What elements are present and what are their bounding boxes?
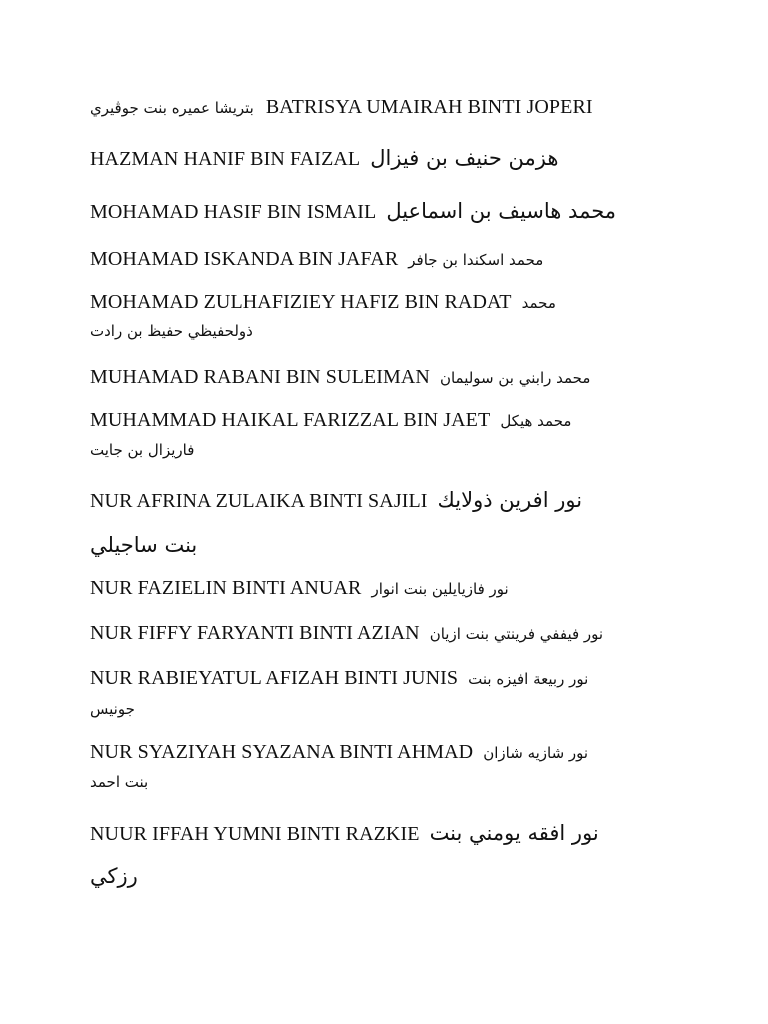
name-entry: [90, 819, 599, 847]
jawi-name: محمد رابني بن سوليمان: [439, 369, 591, 387]
jawi-name: هزمن حنيف بن فيزال: [370, 146, 559, 170]
jawi-name: محمد: [521, 294, 556, 312]
jawi-name: محمد هيكل: [500, 412, 572, 430]
name-entry: [90, 664, 588, 692]
jawi-name: محمد اسكندا بن جافر: [408, 251, 544, 269]
latin-name: MOHAMAD ISKANDA BIN JAFAR: [90, 248, 399, 270]
jawi-name-continued: بنت ساجيلي: [90, 533, 198, 557]
jawi-name: محمد هاسيف بن اسماعيل: [386, 199, 617, 223]
name-entry: [90, 406, 571, 434]
name-entry-continued: [90, 862, 138, 890]
latin-name: NUR FIFFY FARYANTI BINTI AZIAN: [90, 622, 420, 644]
jawi-name: نور فازيايلين بنت انوار: [371, 580, 509, 598]
jawi-name: نور افقه يومني بنت: [429, 821, 599, 845]
name-entry: [90, 363, 590, 391]
latin-name: HAZMAN HANIF BIN FAIZAL: [90, 148, 361, 170]
latin-name: BATRISYA UMAIRAH BINTI JOPERI: [265, 96, 593, 118]
name-entry: [90, 144, 558, 172]
latin-name: NUR AFRINA ZULAIKA BINTI SAJILI: [90, 490, 428, 512]
jawi-name: نور شازيه شازان: [483, 744, 589, 762]
name-entry: [90, 574, 509, 602]
name-entry: [90, 619, 603, 647]
name-entry: [90, 738, 588, 766]
name-entry-continued: [90, 436, 194, 464]
name-entry-continued: [90, 695, 135, 723]
name-entry-continued: [90, 317, 253, 345]
latin-name: MOHAMAD HASIF BIN ISMAIL: [90, 201, 377, 223]
jawi-name-continued: بنت احمد: [90, 773, 149, 791]
jawi-name-continued: فاريزال بن جايت: [90, 441, 195, 459]
name-entry-continued: [90, 531, 197, 559]
jawi-name: نور افرين ذولايك: [437, 488, 583, 512]
jawi-name-continued: جونيس: [90, 700, 135, 718]
latin-name: MOHAMAD ZULHAFIZIEY HAFIZ BIN RADAT: [90, 291, 512, 313]
name-entry: [90, 93, 593, 121]
name-entry: [90, 245, 543, 273]
latin-name: NUR RABIEYATUL AFIZAH BINTI JUNIS: [90, 667, 459, 689]
jawi-name: بتريشا عميره بنت جوڤيري: [90, 99, 254, 117]
latin-name: MUHAMAD RABANI BIN SULEIMAN: [90, 366, 430, 388]
jawi-name-continued: رزكي: [90, 864, 138, 888]
name-entry: [90, 486, 582, 514]
latin-name: NUUR IFFAH YUMNI BINTI RAZKIE: [90, 823, 420, 845]
latin-name: NUR FAZIELIN BINTI ANUAR: [90, 577, 362, 599]
latin-name: MUHAMMAD HAIKAL FARIZZAL BIN JAET: [90, 409, 491, 431]
latin-name: NUR SYAZIYAH SYAZANA BINTI AHMAD: [90, 741, 474, 763]
name-entry-continued: [90, 768, 148, 796]
name-entry: [90, 197, 616, 225]
jawi-name-continued: ذولحفيظي حفيظ بن رادت: [90, 322, 253, 340]
jawi-name: نور ربيعة افيزه بنت: [468, 670, 589, 688]
name-entry: [90, 288, 556, 316]
jawi-name: نور فيففي فرينتي بنت ازيان: [429, 625, 604, 643]
